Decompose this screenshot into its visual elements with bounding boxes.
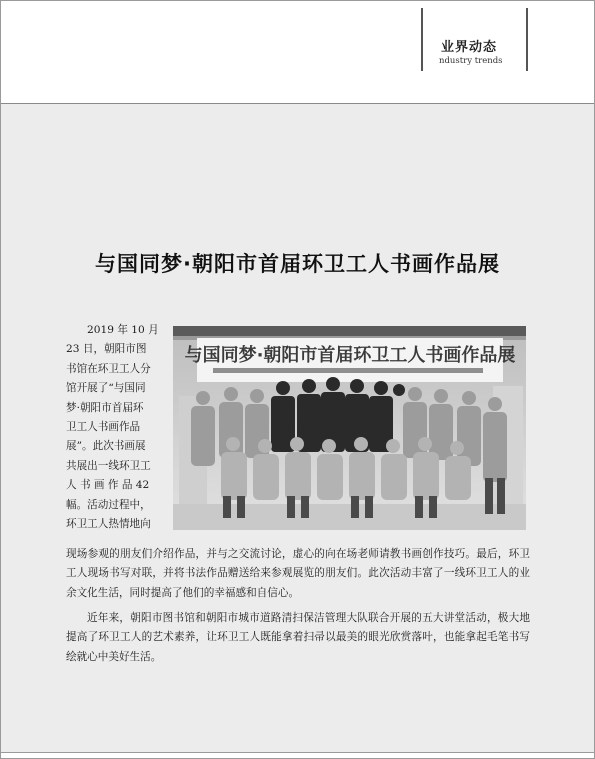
text-line: 人 书 画 作 品 42	[66, 479, 150, 492]
text-line: 环卫工人热情地向	[66, 518, 151, 531]
text-line: 馆开展了“与国同	[66, 382, 146, 395]
paragraph-1-continued: 现场参观的朋友们介绍作品，并与之交流讨论，虚心的向在场老师请教书画创作技巧。最后，环卫工人现场书写对联，并将书法作品赠送给来参观展览的朋友们。此次活动丰富了一线环卫工人的业余文化生活，同时提高了他们的幸福感和自信心。	[66, 548, 530, 599]
group-photo	[173, 326, 526, 530]
group-photo-image	[173, 326, 526, 530]
text-line: 书馆在环卫工人分	[66, 362, 151, 375]
text-line: 23 日，朝阳市图	[66, 343, 147, 356]
text-line: 2019 年 10 月	[87, 324, 159, 336]
text-line: 展”。此次书画展	[66, 440, 146, 453]
photo-banner-text: 与国同梦·朝阳市首届环卫工人书画作品展	[184, 345, 516, 366]
text-line: 幅。活动过程中，	[66, 498, 151, 511]
section-title-cn: 业界动态	[441, 40, 498, 55]
paragraph-2: 近年来，朝阳市图书馆和朝阳市城市道路清扫保洁管理大队联合开展的五大讲堂活动，极大地提高了环卫工人的艺术素养，让环卫工人既能拿着扫帚以最美的眼光欣赏落叶，也能拿起毛笔书写绘就心中美好生活。	[66, 612, 530, 663]
paragraph-1-column	[66, 321, 166, 534]
bottom-rule	[1, 752, 594, 753]
section-title-en: ndustry trends	[439, 56, 503, 66]
section-tag	[421, 8, 528, 71]
text-line: 卫工人书画作品	[66, 421, 141, 434]
article-title: 与国同梦·朝阳市首届环卫工人书画作品展	[95, 252, 500, 276]
text-line: 梦·朝阳市首届环	[66, 401, 144, 414]
text-line: 共展出一线环卫工	[66, 459, 151, 472]
